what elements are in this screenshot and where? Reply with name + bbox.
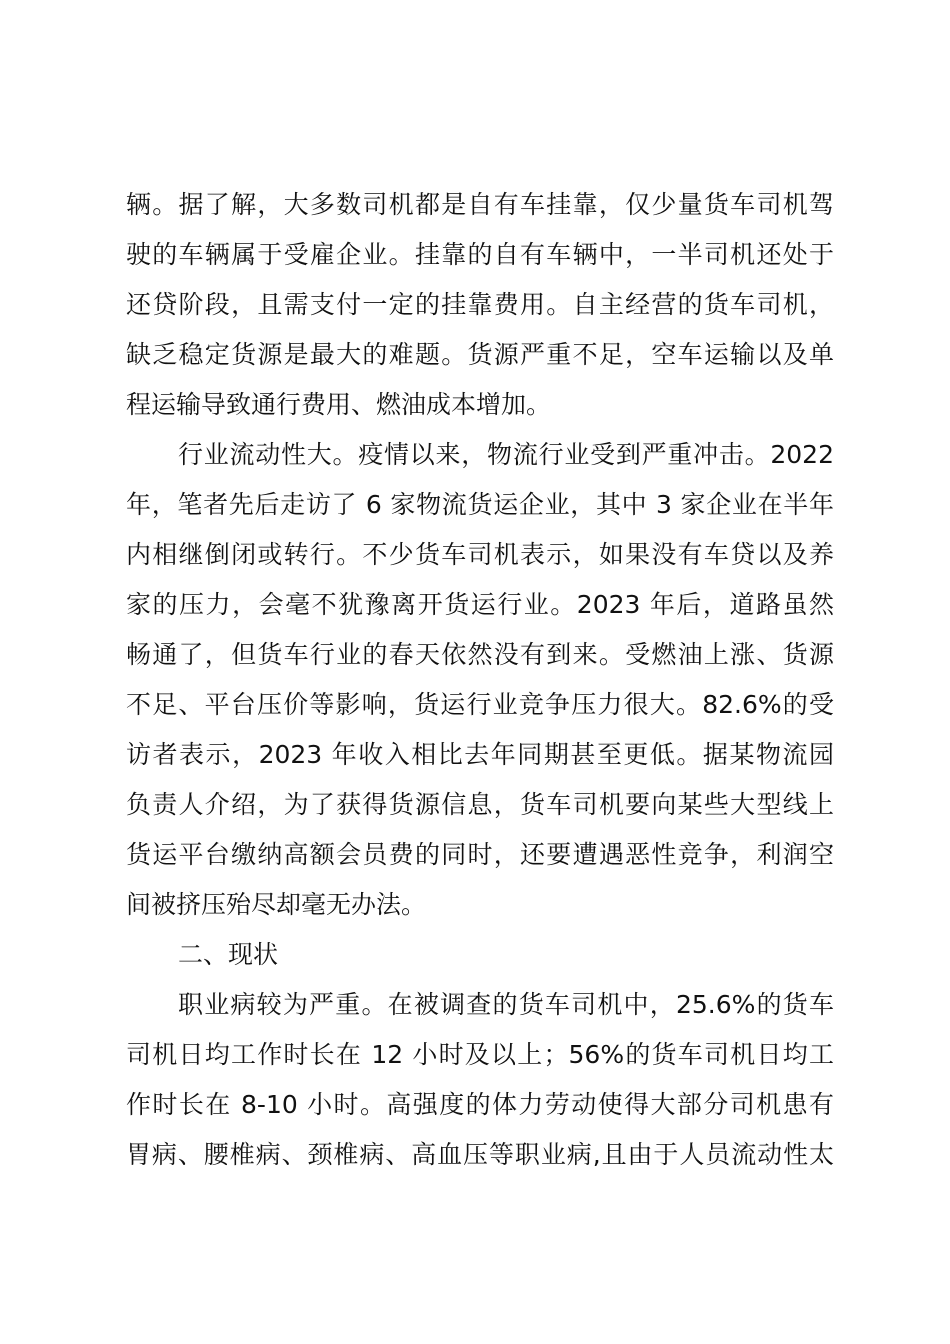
text-line: 职业病较为严重。在被调查的货车司机中，25.6%的货车	[178, 990, 834, 1019]
section-heading	[126, 930, 834, 980]
document-body	[126, 180, 834, 1180]
heading-text: 二、现状	[178, 940, 279, 969]
text-line: 程运输导致通行费用、燃油成本增加。	[126, 390, 552, 419]
text-line: 间被挤压殆尽却毫无办法。	[126, 890, 427, 919]
text-line: 胃病、腰椎病、颈椎病、高血压等职业病,且由于人员流动性太	[126, 1140, 834, 1169]
text-line: 行业流动性大。疫情以来，物流行业受到严重冲击。2022	[178, 440, 834, 469]
text-line: 不足、平台压价等影响，货运行业竞争压力很大。82.6%的受	[126, 690, 834, 719]
text-line: 货运平台缴纳高额会员费的同时，还要遭遇恶性竞争，利润空	[126, 840, 834, 869]
text-line: 畅通了，但货车行业的春天依然没有到来。受燃油上涨、货源	[126, 640, 834, 669]
text-line: 作时长在 8-10 小时。高强度的体力劳动使得大部分司机患有	[126, 1090, 834, 1119]
text-line: 年，笔者先后走访了 6 家物流货运企业，其中 3 家企业在半年	[126, 490, 834, 519]
text-line: 辆。据了解，大多数司机都是自有车挂靠，仅少量货车司机驾	[126, 190, 834, 219]
text-line: 缺乏稳定货源是最大的难题。货源严重不足，空车运输以及单	[126, 340, 834, 369]
text-line: 驶的车辆属于受雇企业。挂靠的自有车辆中，一半司机还处于	[126, 240, 834, 269]
text-line: 司机日均工作时长在 12 小时及以上；56%的货车司机日均工	[126, 1040, 834, 1069]
paragraph-occupational-disease	[126, 980, 834, 1180]
text-line: 访者表示，2023 年收入相比去年同期甚至更低。据某物流园	[126, 740, 834, 769]
text-line: 负责人介绍，为了获得货源信息，货车司机要向某些大型线上	[126, 790, 834, 819]
paragraph-continued	[126, 180, 834, 430]
paragraph-industry-mobility	[126, 430, 834, 930]
text-line: 家的压力，会毫不犹豫离开货运行业。2023 年后，道路虽然	[126, 590, 834, 619]
text-line: 内相继倒闭或转行。不少货车司机表示，如果没有车贷以及养	[126, 540, 834, 569]
text-line: 还贷阶段，且需支付一定的挂靠费用。自主经营的货车司机，	[126, 290, 834, 319]
